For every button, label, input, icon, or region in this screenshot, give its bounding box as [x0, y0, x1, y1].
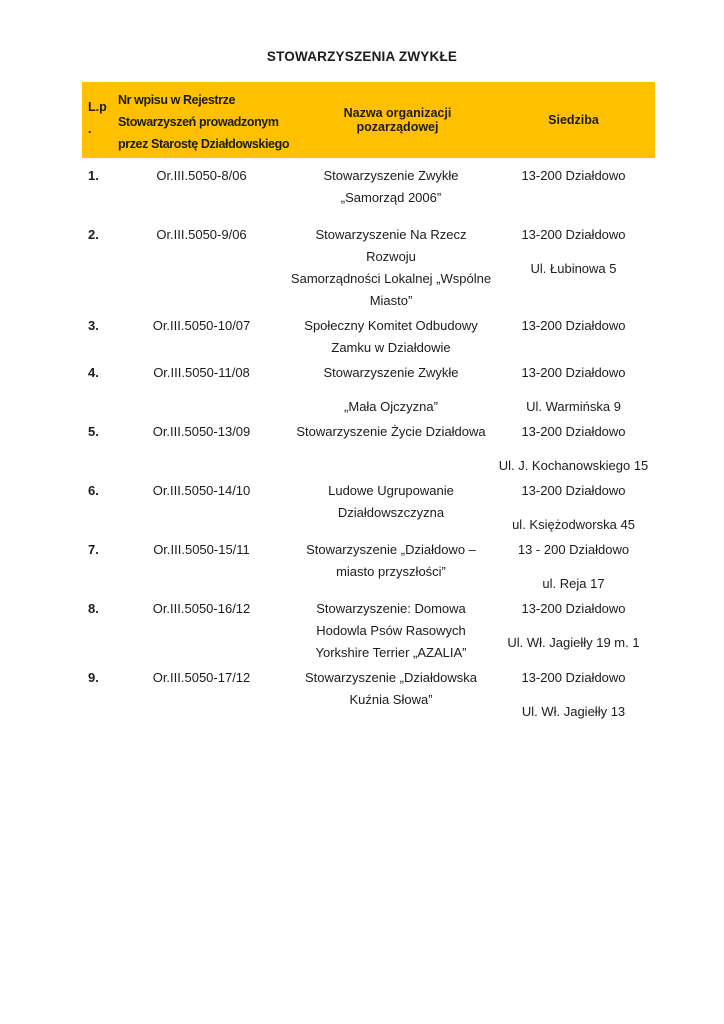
seat-cell	[492, 598, 655, 664]
text-line: 13-200 Działdowo	[521, 424, 626, 439]
text-line: L.p	[88, 100, 107, 114]
registry-number-cell	[113, 362, 290, 418]
text-line: Stowarzyszenie „Działdowo –	[306, 542, 476, 557]
text-line: 9.	[88, 670, 99, 685]
text-line: Kuźnia Słowa”	[349, 692, 433, 707]
text-line: Ul. Wł. Jagiełły 13	[521, 704, 626, 719]
row-number-cell	[82, 539, 113, 595]
text-line: Or.III.5050-9/06	[156, 227, 247, 242]
text-line: Zamku w Działdowie	[331, 340, 451, 355]
text-line: Stowarzyszenie Zwykłe	[323, 168, 459, 183]
text-line: 13-200 Działdowo	[521, 365, 626, 380]
text-line: Or.III.5050-13/09	[152, 424, 251, 439]
blank-line	[492, 561, 655, 573]
row-number-cell	[82, 480, 113, 536]
text-line: 13-200 Działdowo	[521, 483, 626, 498]
organization-name-cell	[290, 362, 492, 418]
blank-line	[290, 209, 492, 221]
registry-number-cell	[113, 165, 290, 221]
text-line: ul. Reja 17	[542, 576, 605, 591]
table-row	[82, 421, 655, 477]
blank-line	[492, 689, 655, 701]
seat-cell	[492, 539, 655, 595]
text-line: 13-200 Działdowo	[521, 168, 626, 183]
organization-name-cell	[290, 315, 492, 359]
text-line: Or.III.5050-15/11	[153, 542, 250, 557]
table-row	[82, 224, 655, 312]
table-row	[82, 362, 655, 418]
text-line: Ludowe Ugrupowanie	[328, 483, 454, 498]
text-line: Hodowla Psów Rasowych	[316, 623, 466, 638]
page-title: STOWARZYSZENIA ZWYKŁE	[266, 49, 458, 64]
row-number-cell	[82, 165, 113, 221]
text-line: 8.	[88, 601, 99, 616]
text-line: 2.	[88, 227, 99, 242]
text-line: Or.III.5050-17/12	[152, 670, 251, 685]
registry-number-cell	[113, 315, 290, 359]
associations-table	[82, 82, 655, 726]
text-line: miasto przyszłości”	[336, 564, 446, 579]
text-line: Działdowszczyzna	[337, 505, 445, 520]
blank-line	[492, 246, 655, 258]
seat-cell	[492, 224, 655, 312]
row-number-cell	[82, 667, 113, 723]
text-line: Społeczny Komitet Odbudowy	[304, 318, 478, 333]
text-line: Or.III.5050-11/08	[153, 365, 250, 380]
text-line: 13 - 200 Działdowo	[517, 542, 630, 557]
text-line: Ul. Warmińska 9	[526, 399, 621, 414]
table-row	[82, 315, 655, 359]
registry-number-cell	[113, 667, 290, 723]
text-line: 6.	[88, 483, 99, 498]
organization-name-cell	[290, 598, 492, 664]
text-line: Stowarzyszenie Życie Działdowa	[296, 424, 486, 439]
row-number-cell	[82, 224, 113, 312]
text-line: „Samorząd 2006”	[340, 190, 442, 205]
blank-line	[492, 502, 655, 514]
organization-name-cell	[290, 667, 492, 723]
text-line: 7.	[88, 542, 99, 557]
seat-cell	[492, 165, 655, 221]
text-line: „Mała Ojczyzna”	[344, 399, 438, 414]
text-line: przez Starostę Działdowskiego	[118, 137, 290, 151]
text-line: .	[88, 122, 92, 136]
registry-number-cell	[113, 539, 290, 595]
text-line: Samorządności Lokalnej „Wspólne	[290, 271, 492, 286]
text-line: ul. Księżodworska 45	[512, 517, 635, 532]
text-line: 1.	[88, 168, 99, 183]
blank-line	[492, 443, 655, 455]
text-line: Or.III.5050-10/07	[152, 318, 251, 333]
header-organization-name: Nazwa organizacji pozarządowej	[343, 106, 452, 134]
registry-number-cell	[113, 224, 290, 312]
row-number-cell	[82, 421, 113, 477]
text-line: 4.	[88, 365, 99, 380]
seat-cell	[492, 362, 655, 418]
organization-name-cell	[290, 480, 492, 536]
text-line: Stowarzyszenie Zwykłe	[323, 365, 459, 380]
text-line: Stowarzyszenie: Domowa	[316, 601, 466, 616]
text-line: Stowarzyszenie „Działdowska	[305, 670, 477, 685]
organization-name-cell	[290, 539, 492, 595]
seat-cell	[492, 315, 655, 359]
registry-number-cell	[113, 421, 290, 477]
row-number-cell	[82, 362, 113, 418]
registry-number-cell	[113, 480, 290, 536]
text-line: Stowarzyszenie Na Rzecz Rozwoju	[315, 227, 467, 264]
seat-cell	[492, 421, 655, 477]
table-row	[82, 165, 655, 221]
table-row	[82, 667, 655, 723]
blank-line	[492, 620, 655, 632]
table-row	[82, 598, 655, 664]
seat-cell	[492, 667, 655, 723]
row-number-cell	[82, 315, 113, 359]
text-line: 13-200 Działdowo	[521, 227, 626, 242]
blank-line	[290, 384, 492, 396]
text-line: 13-200 Działdowo	[521, 670, 626, 685]
text-line: Ul. Wł. Jagiełły 19 m. 1	[507, 635, 640, 650]
text-line: 13-200 Działdowo	[521, 318, 626, 333]
table-body	[82, 158, 655, 723]
table-row	[82, 480, 655, 536]
table-header-row	[82, 82, 655, 158]
text-line: Or.III.5050-16/12	[152, 601, 251, 616]
registry-number-cell	[113, 598, 290, 664]
organization-name-cell	[290, 421, 492, 477]
text-line: Miasto”	[369, 293, 413, 308]
text-line: 3.	[88, 318, 99, 333]
blank-line	[492, 384, 655, 396]
text-line: Yorkshire Terrier „AZALIA”	[315, 645, 467, 660]
text-line: 5.	[88, 424, 99, 439]
text-line: Nr wpisu w Rejestrze	[118, 93, 236, 107]
row-number-cell	[82, 598, 113, 664]
seat-cell	[492, 480, 655, 536]
text-line: Ul. J. Kochanowskiego 15	[498, 458, 649, 473]
header-lp	[82, 82, 113, 158]
organization-name-cell	[290, 224, 492, 312]
table-row	[82, 539, 655, 595]
text-line: 13-200 Działdowo	[521, 601, 626, 616]
organization-name-cell	[290, 165, 492, 221]
header-registry-number	[113, 82, 303, 158]
text-line: Or.III.5050-8/06	[156, 168, 247, 183]
header-seat: Siedziba	[548, 113, 599, 127]
text-line: Ul. Łubinowa 5	[530, 261, 617, 276]
text-line: Stowarzyszeń prowadzonym	[118, 115, 279, 129]
text-line: Or.III.5050-14/10	[152, 483, 251, 498]
